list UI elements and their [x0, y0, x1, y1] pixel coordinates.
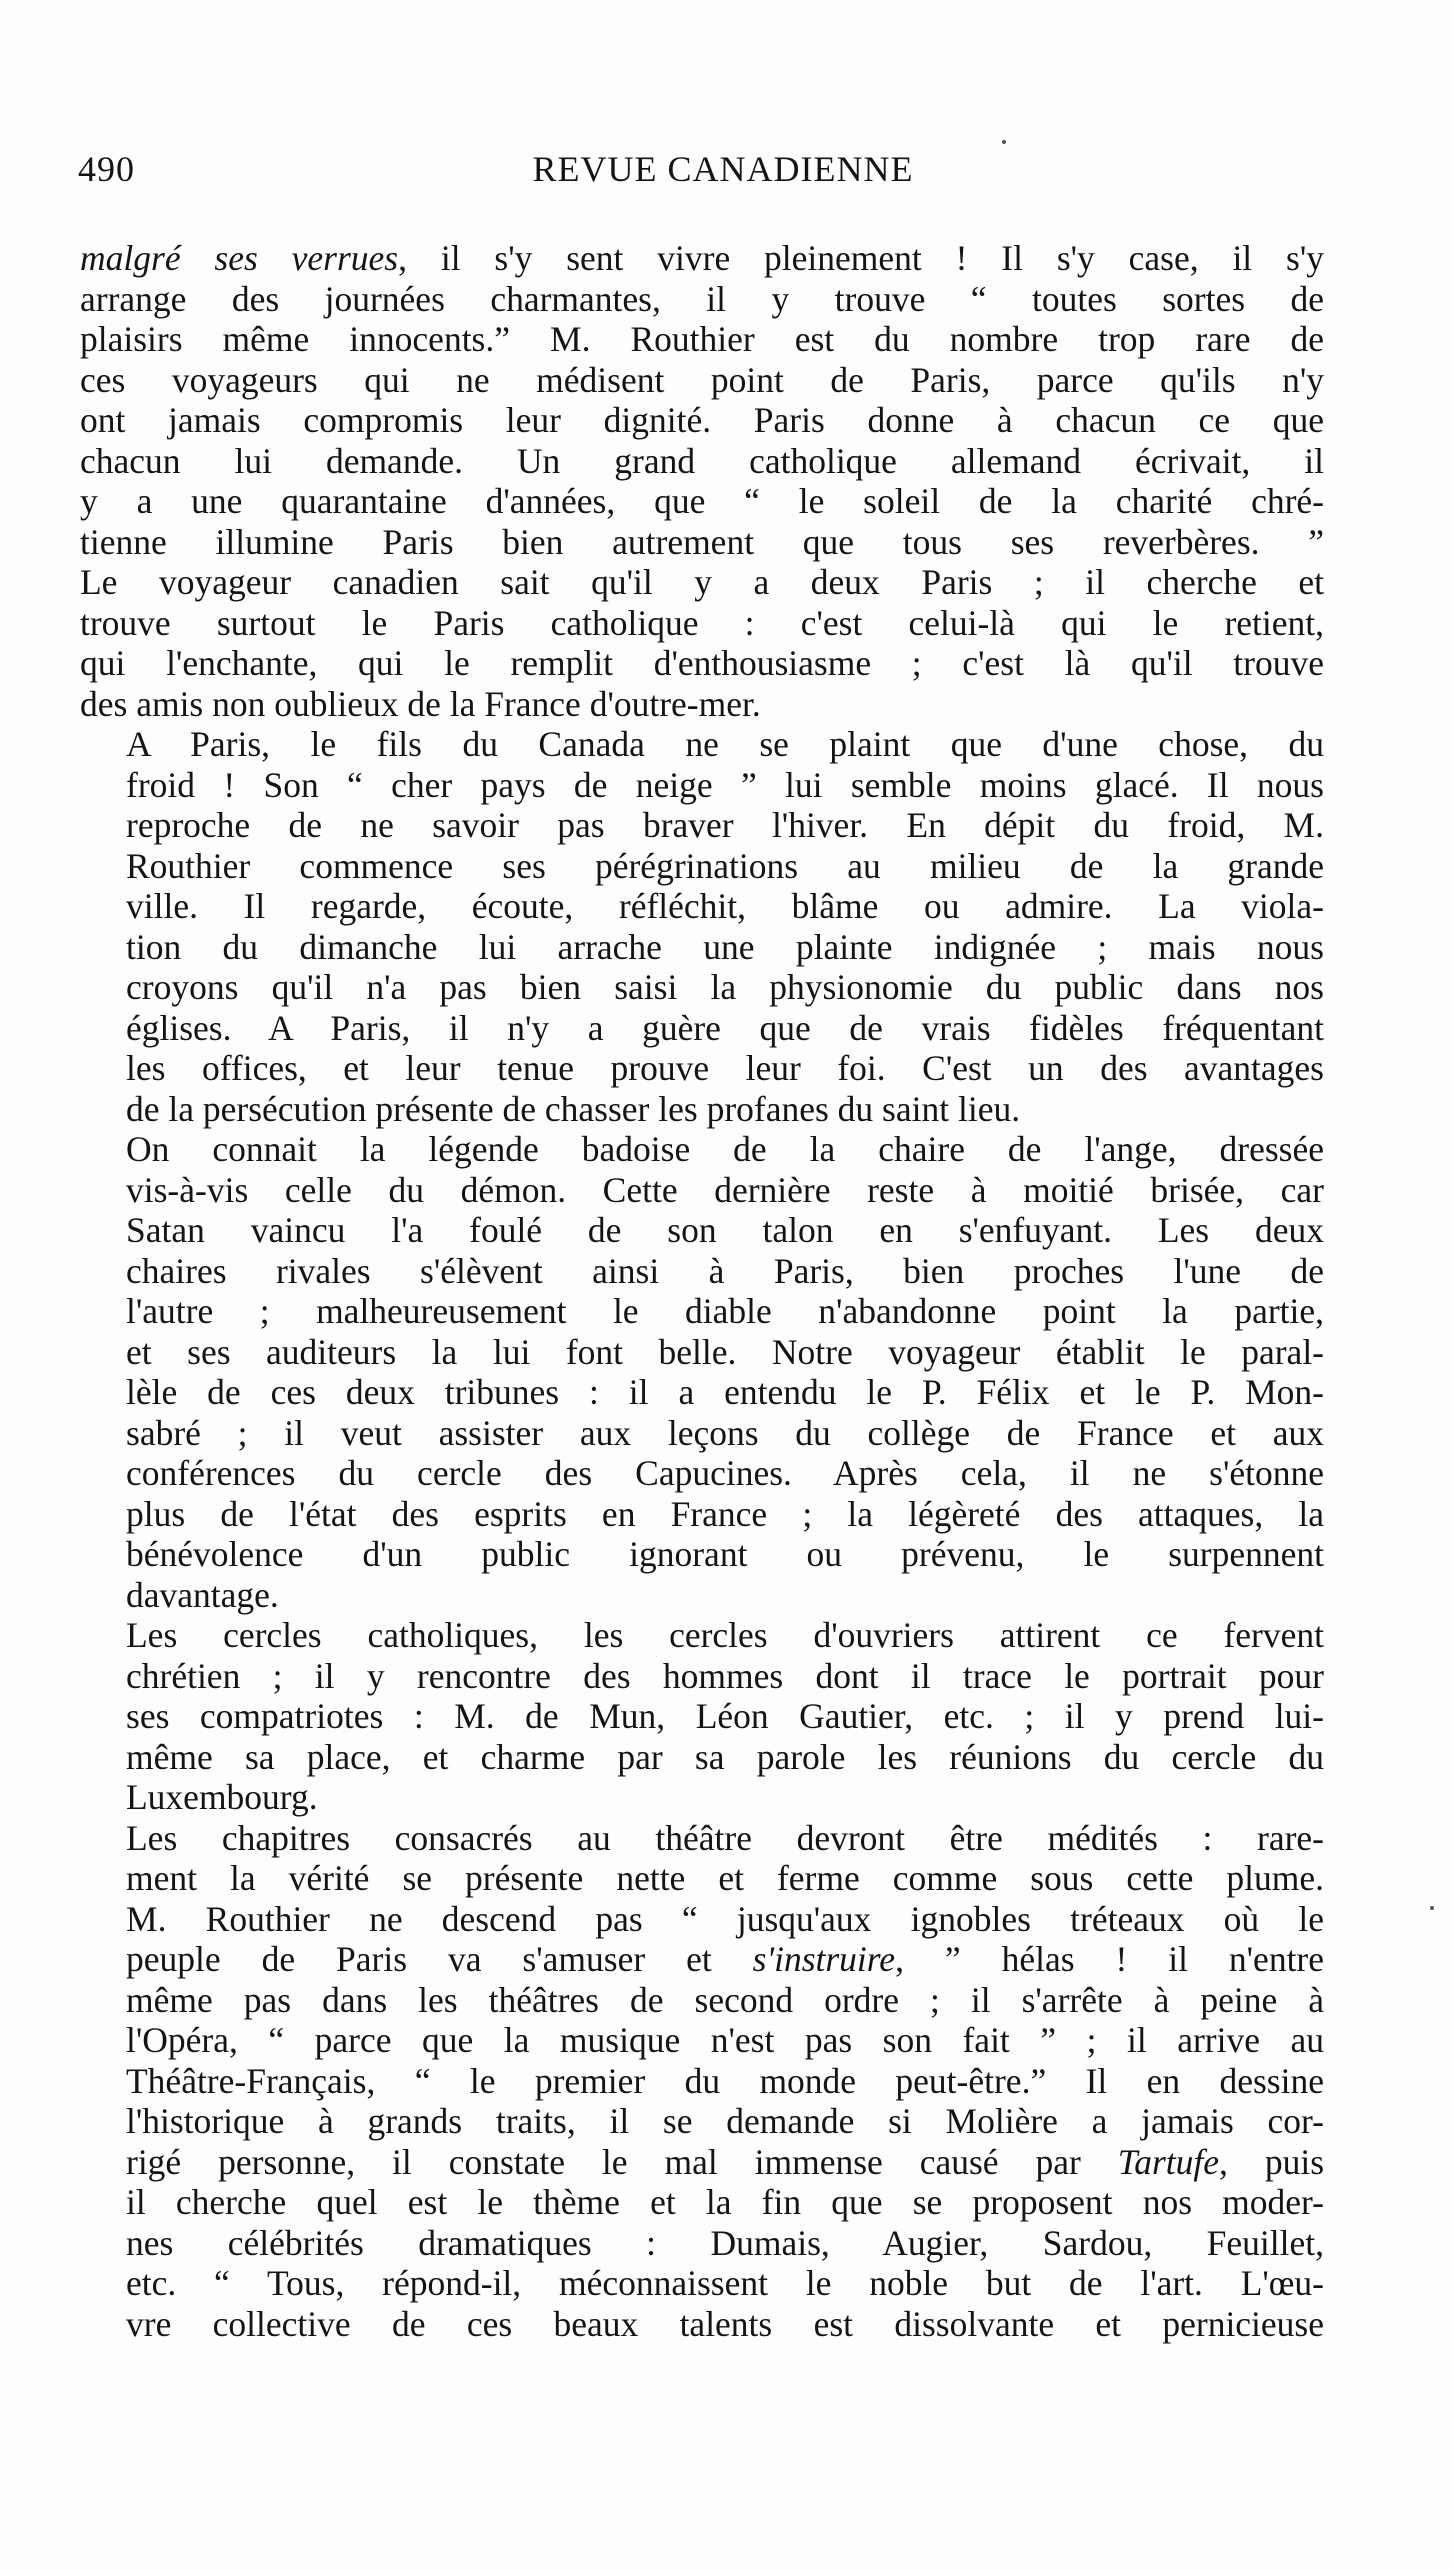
line-text: trouve surtout le Paris catholique : c'est celui-là qui le retient,: [80, 602, 1324, 643]
line-text: des amis non oublieux de la France d'outre-mer.: [80, 683, 761, 724]
line-text: Les chapitres consacrés au théâtre devront être médités : rare-: [126, 1817, 1324, 1858]
line-text: , puis: [1219, 2141, 1325, 2182]
text-line: [80, 1210, 1324, 1251]
line-text: vre collective de ces beaux talents est dissolvante et pernicieuse: [126, 2303, 1324, 2344]
text-line: [80, 1737, 1324, 1778]
line-text: chrétien ; il y rencontre des hommes dont il trace le portrait pour: [126, 1655, 1324, 1696]
body-text: [80, 238, 1324, 2344]
line-text: nes célébrités dramatiques : Dumais, Augier, Sardou, Feuillet,: [126, 2222, 1324, 2263]
text-line: [80, 765, 1324, 806]
line-text: ont jamais compromis leur dignité. Paris donne à chacun ce que: [80, 400, 1324, 440]
text-line: [80, 1170, 1324, 1211]
italic-text: Tartufe: [1117, 2141, 1220, 2182]
line-text: croyons qu'il n'a pas bien saisi la physionomie du public dans nos: [126, 967, 1324, 1007]
text-line: [80, 1129, 1324, 1170]
text-line: [80, 2304, 1324, 2345]
text-line: [80, 2223, 1324, 2264]
line-text: ment la vérité se présente nette et ferme comme sous cette plume.: [126, 1858, 1324, 1898]
line-text: Les cercles catholiques, les cercles d'ouvriers attirent ce fervent: [126, 1615, 1324, 1655]
text-line: [80, 2101, 1324, 2142]
line-text: plaisirs même innocents.” M. Routhier est du nombre trop rare de: [80, 319, 1324, 359]
line-text: églises. A Paris, il n'y a guère que de vrais fidèles fréquentant: [126, 1007, 1324, 1048]
text-line: [80, 2020, 1324, 2061]
text-line: [80, 805, 1324, 846]
stray-mark: [1002, 140, 1006, 144]
text-line: [80, 1089, 1324, 1130]
line-text: arrange des journées charmantes, il y trouve “ toutes sortes de: [80, 278, 1324, 319]
text-line: [80, 1291, 1324, 1332]
line-text: , il s'y sent vivre pleinement ! Il s'y case, il s'y: [398, 238, 1324, 278]
text-line: [80, 1939, 1324, 1980]
text-line: [80, 684, 1324, 725]
text-line: [80, 1615, 1324, 1656]
line-text: , ” hélas ! il n'entre: [895, 1939, 1325, 1979]
line-text: l'historique à grands traits, il se demande si Molière a jamais cor-: [126, 2101, 1324, 2141]
line-text: y a une quarantaine d'années, que “ le soleil de la charité chré-: [80, 481, 1324, 521]
text-line: [80, 238, 1324, 279]
text-line: [80, 1696, 1324, 1737]
line-text: ses compatriotes : M. de Mun, Léon Gautier, etc. ; il y prend lui-: [126, 1696, 1324, 1736]
line-text: l'Opéra, “ parce que la musique n'est pas son fait ” ; il arrive au: [126, 2020, 1324, 2060]
text-line: [80, 724, 1324, 765]
line-text: il cherche quel est le thème et la fin que se proposent nos moder-: [126, 2182, 1324, 2222]
text-line: [80, 1777, 1324, 1818]
text-line: [80, 1453, 1324, 1494]
journal-title: REVUE CANADIENNE: [532, 149, 914, 189]
text-line: [80, 279, 1324, 320]
page-number: 490: [78, 149, 135, 189]
line-text: tion du dimanche lui arrache une plainte indignée ; mais nous: [126, 926, 1324, 967]
text-line: [80, 1251, 1324, 1292]
text-line: [80, 927, 1324, 968]
paragraph: [80, 724, 1324, 1129]
text-line: [80, 360, 1324, 401]
line-text: et ses auditeurs la lui font belle. Notre voyageur établit le paral-: [126, 1331, 1324, 1372]
text-line: [80, 319, 1324, 360]
text-line: [80, 1372, 1324, 1413]
italic-text: malgré ses verrues: [80, 238, 399, 278]
line-text: Luxembourg.: [126, 1777, 318, 1817]
line-text: Routhier commence ses pérégrinations au milieu de la grande: [126, 845, 1324, 886]
text-line: [80, 481, 1324, 522]
text-line: [80, 522, 1324, 563]
line-text: qui l'enchante, qui le remplit d'enthousiasme ; c'est là qu'il trouve: [80, 643, 1324, 683]
line-text: rigé personne, il constate le mal immense causé par: [126, 2141, 1118, 2182]
text-line: [80, 643, 1324, 684]
line-text: etc. “ Tous, répond-il, méconnaissent le noble but de l'art. L'œu-: [126, 2263, 1324, 2303]
text-line: [80, 1332, 1324, 1373]
line-text: ville. Il regarde, écoute, réfléchit, blâme ou admire. La viola-: [126, 886, 1324, 926]
line-text: même sa place, et charme par sa parole les réunions du cercle du: [126, 1736, 1324, 1777]
running-head: [78, 148, 1318, 208]
text-line: [80, 562, 1324, 603]
paragraph: [80, 1818, 1324, 2345]
text-line: [80, 400, 1324, 441]
line-text: tienne illumine Paris bien autrement que tous ses reverbères. ”: [80, 521, 1324, 562]
text-line: [80, 2263, 1324, 2304]
line-text: vis-à-vis celle du démon. Cette dernière reste à moitié brisée, car: [126, 1169, 1324, 1210]
paragraph: [80, 238, 1324, 724]
paragraph: [80, 1615, 1324, 1818]
line-text: de la persécution présente de chasser les profanes du saint lieu.: [126, 1088, 1021, 1129]
stray-mark: [1430, 1906, 1434, 1910]
text-line: [80, 603, 1324, 644]
line-text: On connait la légende badoise de la chaire de l'ange, dressée: [126, 1129, 1324, 1169]
text-line: [80, 886, 1324, 927]
line-text: Le voyageur canadien sait qu'il y a deux Paris ; il cherche et: [80, 562, 1324, 602]
line-text: l'autre ; malheureusement le diable n'abandonne point la partie,: [126, 1291, 1324, 1331]
line-text: M. Routhier ne descend pas “ jusqu'aux ignobles tréteaux où le: [126, 1898, 1324, 1939]
line-text: peuple de Paris va s'amuser et: [126, 1939, 753, 1979]
text-line: [80, 1858, 1324, 1899]
italic-text: s'instruire: [752, 1939, 896, 1979]
text-line: [80, 1494, 1324, 1535]
line-text: davantage.: [126, 1574, 279, 1615]
text-line: [80, 1413, 1324, 1454]
line-text: Théâtre-Français, “ le premier du monde peut-être.” Il en dessine: [126, 2060, 1324, 2101]
line-text: chacun lui demande. Un grand catholique allemand écrivait, il: [80, 440, 1324, 481]
line-text: plus de l'état des esprits en France ; la légèreté des attaques, la: [126, 1493, 1324, 1534]
line-text: lèle de ces deux tribunes : il a entendu le P. Félix et le P. Mon-: [126, 1372, 1324, 1412]
paragraph: [80, 1129, 1324, 1615]
line-text: les offices, et leur tenue prouve leur foi. C'est un des avantages: [126, 1048, 1324, 1088]
line-text: conférences du cercle des Capucines. Après cela, il ne s'étonne: [126, 1453, 1324, 1493]
line-text: reproche de ne savoir pas braver l'hiver. En dépit du froid, M.: [126, 805, 1324, 845]
line-text: A Paris, le fils du Canada ne se plaint que d'une chose, du: [126, 724, 1324, 764]
line-text: chaires rivales s'élèvent ainsi à Paris, bien proches l'une de: [126, 1250, 1324, 1291]
text-line: [80, 1818, 1324, 1859]
text-line: [80, 1656, 1324, 1697]
text-line: [80, 1534, 1324, 1575]
text-line: [80, 1008, 1324, 1049]
text-line: [80, 2061, 1324, 2102]
line-text: Satan vaincu l'a foulé de son talon en s'enfuyant. Les deux: [126, 1210, 1324, 1250]
text-line: [80, 1899, 1324, 1940]
line-text: même pas dans les théâtres de second ordre ; il s'arrête à peine à: [126, 1979, 1324, 2020]
line-text: froid ! Son “ cher pays de neige ” lui semble moins glacé. Il nous: [126, 764, 1324, 805]
line-text: sabré ; il veut assister aux leçons du collège de France et aux: [126, 1412, 1324, 1453]
text-line: [80, 2182, 1324, 2223]
text-line: [80, 441, 1324, 482]
line-text: ces voyageurs qui ne médisent point de Paris, parce qu'ils n'y: [80, 359, 1324, 400]
text-line: [80, 1980, 1324, 2021]
text-line: [80, 967, 1324, 1008]
line-text: bénévolence d'un public ignorant ou prévenu, le surpennent: [126, 1534, 1324, 1574]
text-line: [80, 2142, 1324, 2183]
text-line: [80, 1575, 1324, 1616]
text-line: [80, 1048, 1324, 1089]
text-line: [80, 846, 1324, 887]
